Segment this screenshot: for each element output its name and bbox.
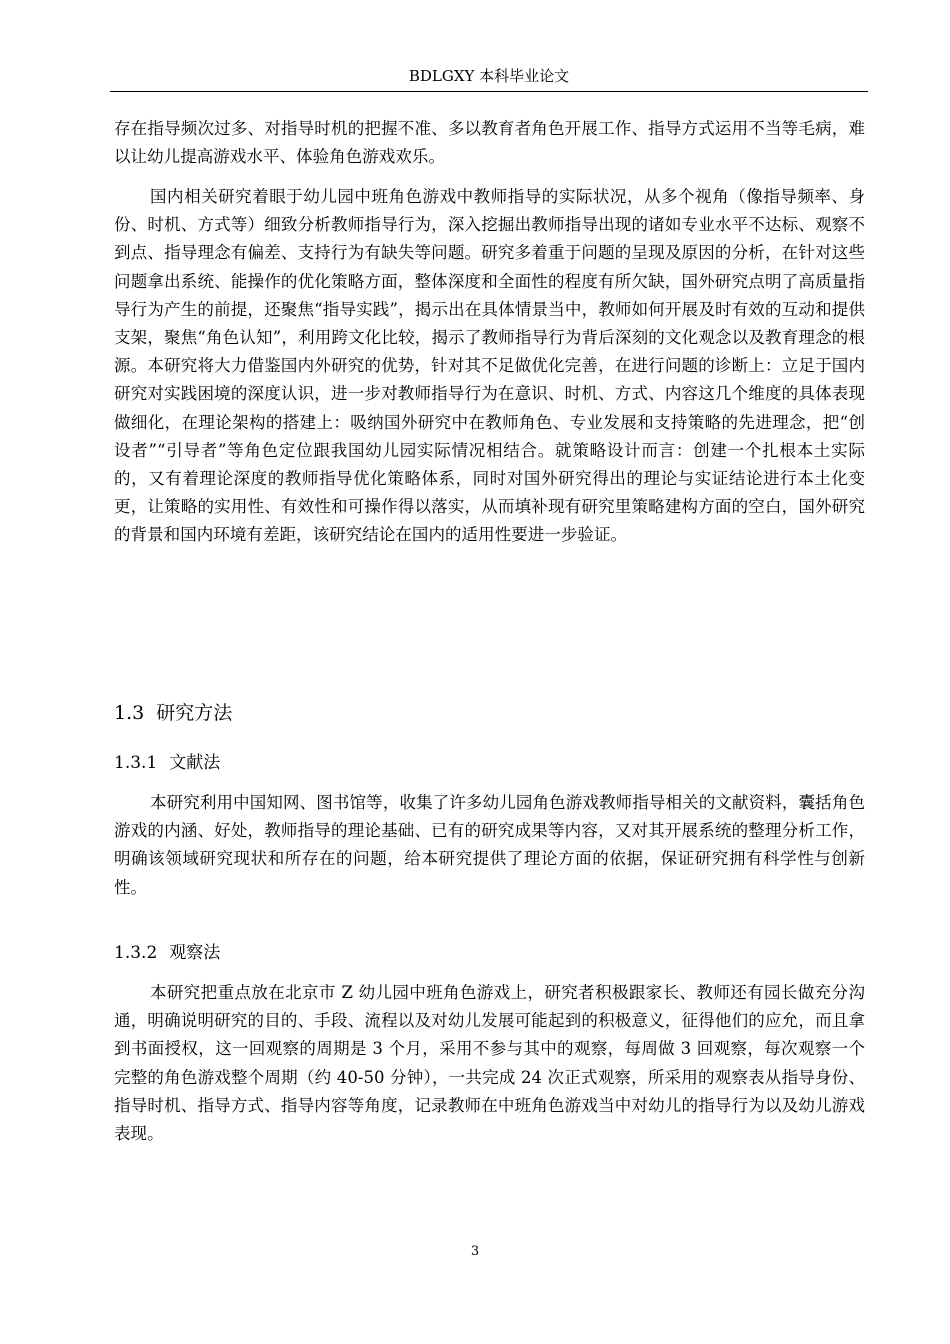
subsection-number: 1.3.2	[114, 943, 158, 963]
header-rule	[110, 91, 868, 92]
paragraph-observation-method: 本研究把重点放在北京市 Z 幼儿园中班角色游戏上，研究者积极跟家长、教师还有园长做充分沟通，明确说明研究的目的、手段、流程以及对幼儿发展可能起到的积极意义，征得他们的应允，而且拿到书面授权，这一回观察的周期是 3 个月，采用不参与其中的观察，每周做 3 回观察，每次观察一个完整的角色游戏整个周期（约 40-50 分钟），一共完成 24 次正式观察，所采用的观察表从指导身份、指导时机、指导方式、指导内容等角度，记录教师在中班角色游戏当中对幼儿的指导行为以及幼儿游戏表现。	[114, 983, 865, 1144]
running-header: BDLGXY 本科毕业论文	[408, 67, 570, 85]
paragraph-literature-method: 本研究利用中国知网、图书馆等，收集了许多幼儿园角色游戏教师指导相关的文献资料，囊括角色游戏的内涵、好处，教师指导的理论基础、已有的研究成果等内容，又对其开展系统的整理分析工作，明确该领域研究现状和所存在的问题，给本研究提供了理论方面的依据，保证研究拥有科学性与创新性。	[114, 793, 865, 897]
subsection-heading-1-3-2	[114, 941, 220, 965]
paragraph-research-review: 国内相关研究着眼于幼儿园中班角色游戏中教师指导的实际状况，从多个视角（像指导频率、身份、时机、方式等）细致分析教师指导行为，深入挖掘出教师指导出现的诸如专业水平不达标、观察不到点、指导理念有偏差、支持行为有缺失等问题。研究多着重于问题的呈现及原因的分析，在针对这些问题拿出系统、能操作的优化策略方面，整体深度和全面性的程度有所欠缺，国外研究点明了高质量指导行为产生的前提，还聚焦“指导实践”，揭示出在具体情景当中，教师如何开展及时有效的互动和提供支架，聚焦“角色认知”，利用跨文化比较，揭示了教师指导行为背后深刻的文化观念以及教育理念的根源。本研究将大力借鉴国内外研究的优势，针对其不足做优化完善，在进行问题的诊断上：立足于国内研究对实践困境的深度认识，进一步对教师指导行为在意识、时机、方式、内容这几个维度的具体表现做细化，在理论架构的搭建上：吸纳国外研究中在教师角色、专业发展和支持策略的先进理念，把“创设者”“引导者”等角色定位跟我国幼儿园实际情况相结合。就策略设计而言：创建一个扎根本土实际的，又有着理论深度的教师指导优化策略体系，同时对国外研究得出的理论与实证结论进行本土化变更，让策略的实用性、有效性和可操作得以落实，从而填补现有研究里策略建构方面的空白，国外研究的背景和国内环境有差距，该研究结论在国内的适用性要进一步验证。	[114, 187, 865, 545]
subsection-heading-1-3-1	[114, 751, 220, 775]
paragraph-continuation: 存在指导频次过多、对指导时机的把握不准、多以教育者角色开展工作、指导方式运用不当等毛病，难以让幼儿提高游戏水平、体验角色游戏欢乐。	[114, 119, 865, 167]
section-number: 1.3	[114, 702, 145, 724]
subsection-title: 观察法	[169, 943, 221, 963]
section-title: 研究方法	[156, 702, 233, 724]
page-number: 3	[470, 1244, 480, 1259]
subsection-number: 1.3.1	[114, 753, 158, 773]
subsection-title: 文献法	[169, 753, 221, 773]
section-heading-1-3	[114, 700, 232, 726]
